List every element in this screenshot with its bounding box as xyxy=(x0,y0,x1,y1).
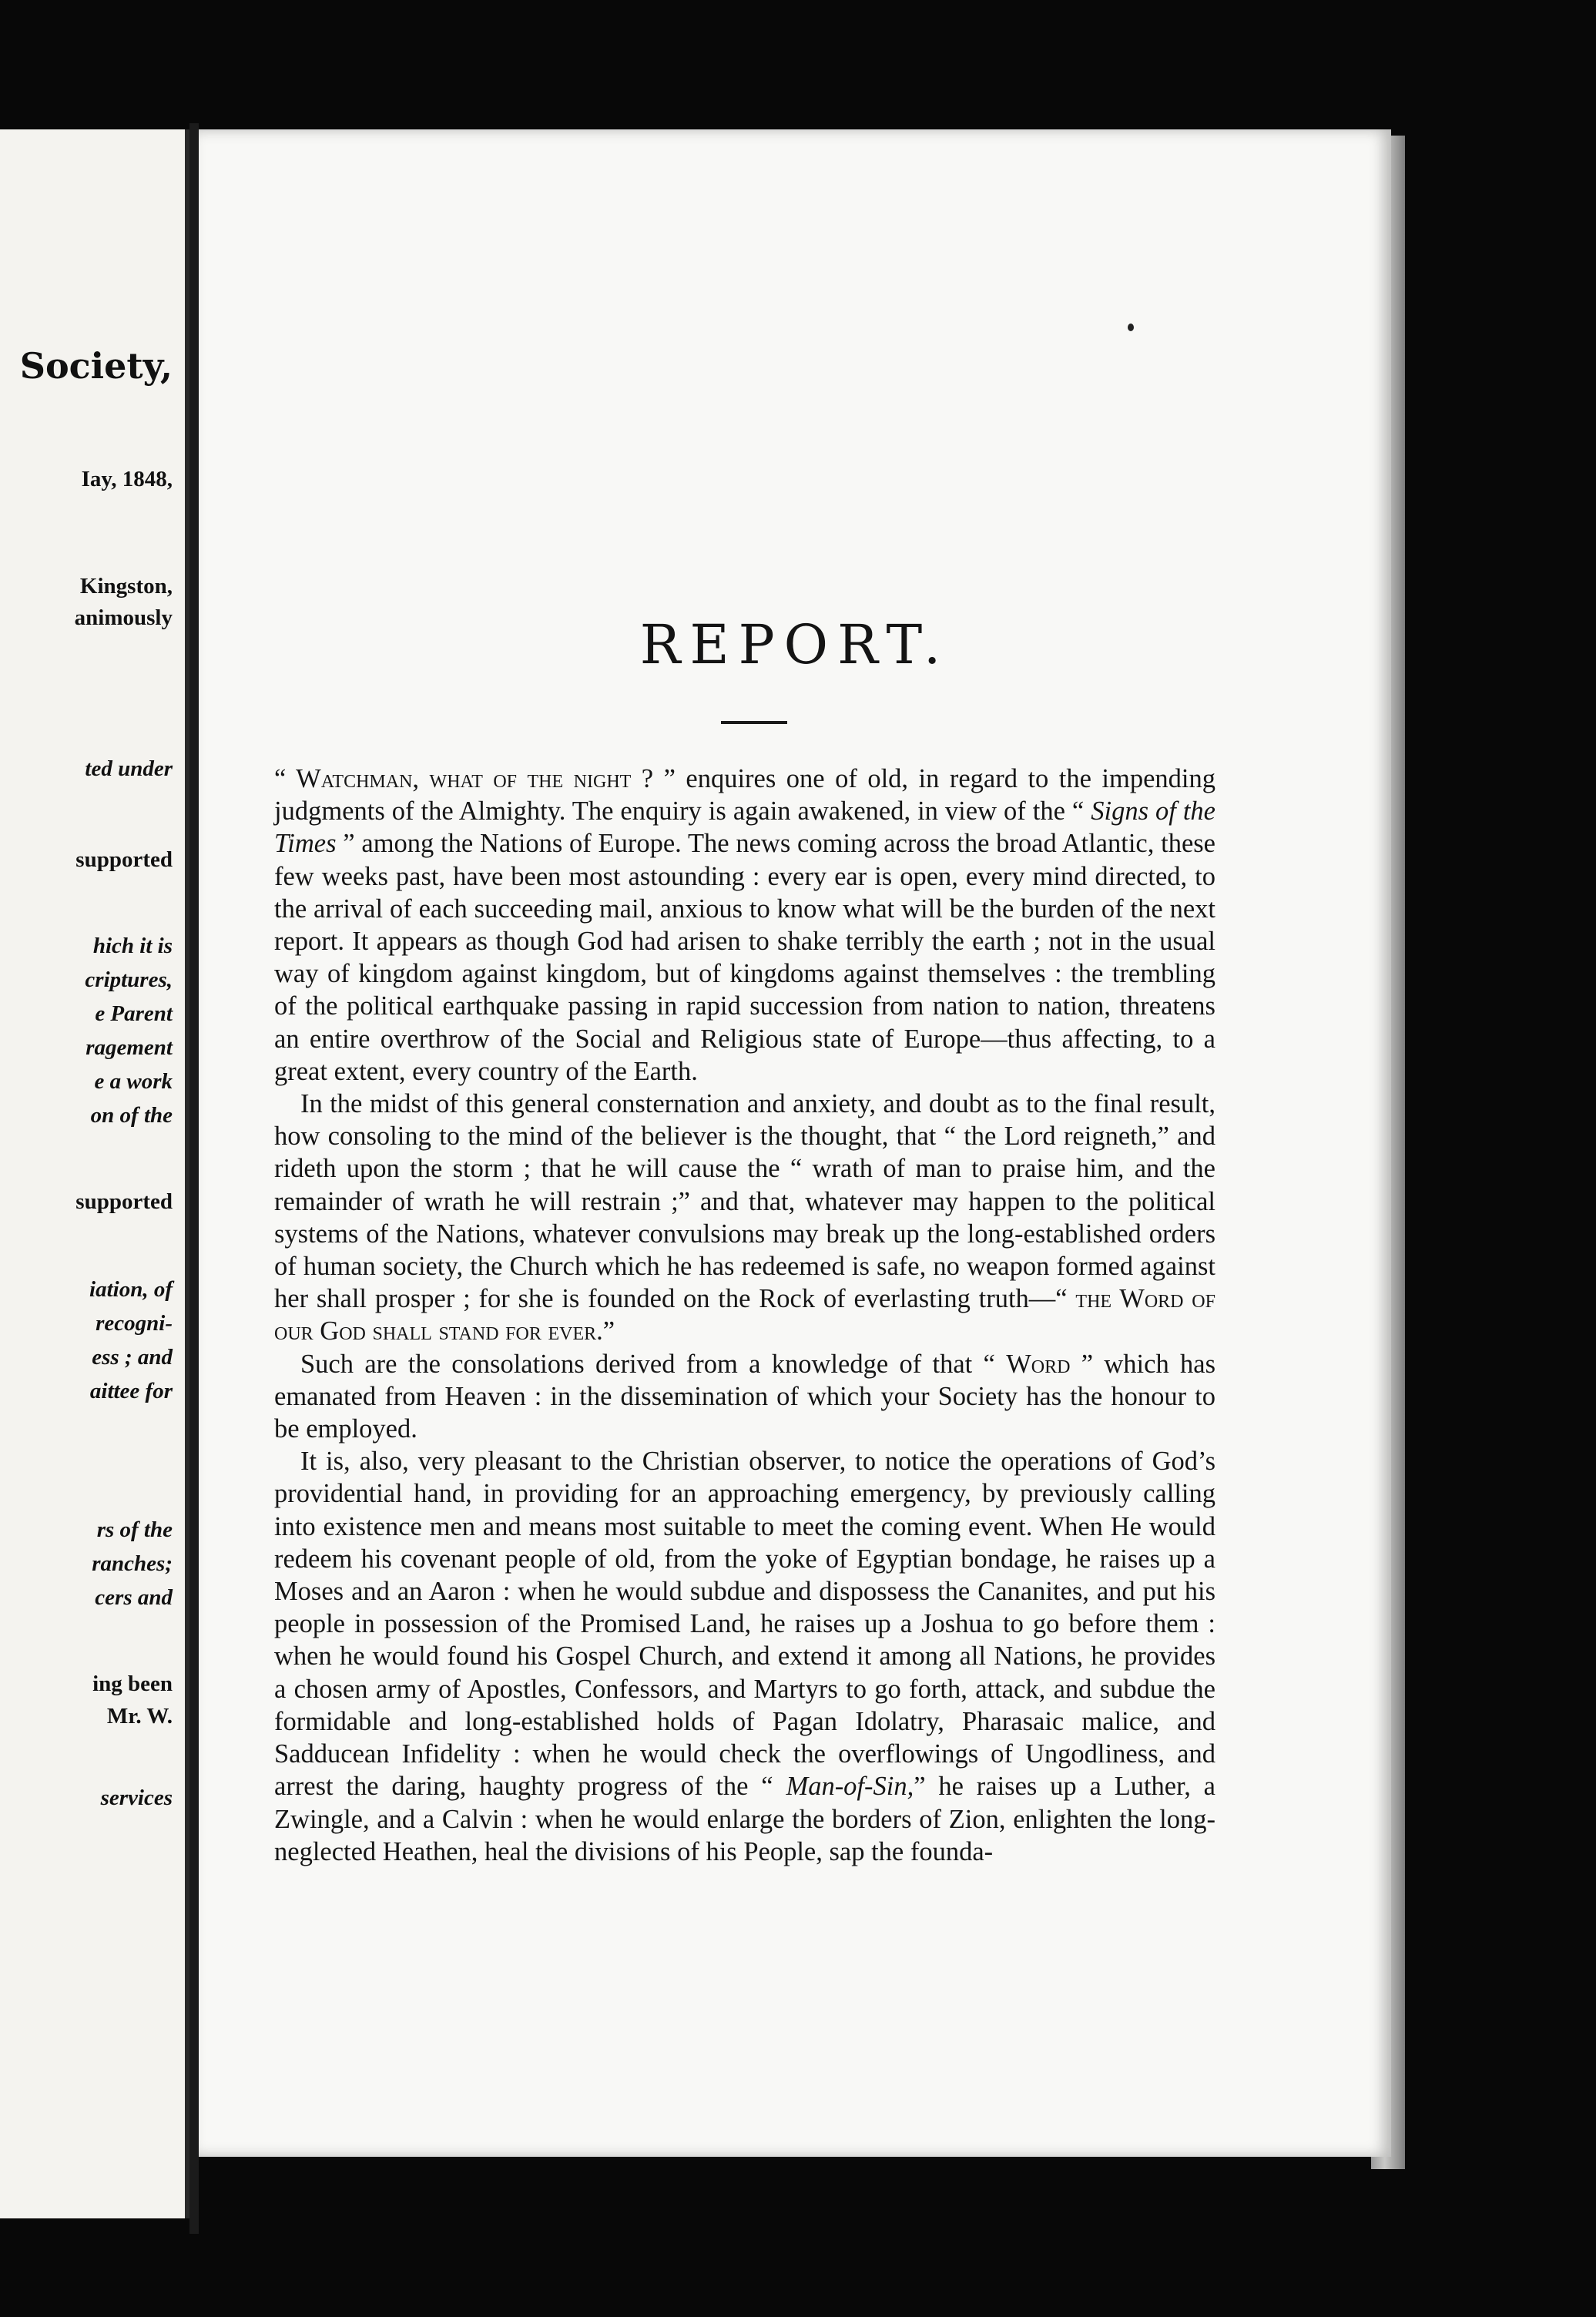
facing-page-line: ragement xyxy=(86,1035,173,1060)
paragraph-text: ” which has emanated from Heaven : in the dissemination of which your Society has the honour to be employed. xyxy=(274,1349,1215,1444)
report-paragraph xyxy=(274,1348,1215,1446)
facing-page-line: ted under xyxy=(85,756,173,781)
italic-phrase: Signs of the Times xyxy=(274,796,1215,859)
paragraph-text: ” he raises up a Luther, a Zwingle, and a Calvin : when he would enlarge the borders of Zion, enlighten the long-neglected Heathen, heal the divisions of his People, sap the founda- xyxy=(274,1772,1215,1866)
facing-page-line: rs of the xyxy=(96,1517,173,1542)
facing-page-line: services xyxy=(100,1786,173,1810)
facing-page-line: e a work xyxy=(94,1069,173,1094)
facing-page-line: Iay, 1848, xyxy=(81,467,173,491)
small-caps-phrase: “ the Word of our God shall stand for ever.” xyxy=(274,1284,1215,1346)
paragraph-text: ” among the Nations of Europe. The news coming across the broad Atlantic, these few weeks past, have been most astounding : every ear is open, every mind directed, to the arrival of each succeeding mail, anxious to know what will be the burden of the next report. It appears as though God had arisen to shake terribly the earth ; not in the usual way of kingdom against kingdom, but of kingdoms against themselves : the trembling of the political earthquake passing in rapid succession from nation to nation, threatens an entire overthrow of the Social and Religious state of Europe—thus affecting, to a great extent, every country of the Earth. xyxy=(274,829,1215,1086)
italic-phrase: Man-of-Sin, xyxy=(786,1772,914,1802)
report-paragraph xyxy=(274,1088,1215,1348)
facing-page-line: aittee for xyxy=(89,1379,173,1403)
facing-page-line: iation, of xyxy=(89,1277,173,1302)
page-title: REPORT. xyxy=(639,613,951,676)
paragraph-text: In the midst of this general consternation and anxiety, and doubt as to the final result, how consoling to the mind of the believer is the thought, that “ the Lord reigneth,” and rideth upon the storm ; that he will cause the “ wrath of man to praise him, and the remainder of wrath he will restrain ;” and that, whatever may happen to the political systems of the Nations, whatever convulsions may break up the long-established orders of human society, the Church which he has redeemed is safe, no weapon formed against her shall prosper ; for she is founded on the Rock of everlasting truth— xyxy=(274,1089,1215,1314)
facing-page-line: ranches; xyxy=(92,1551,173,1576)
facing-page-line: ing been xyxy=(92,1672,173,1696)
title-rule xyxy=(721,721,787,724)
facing-page-line: on of the xyxy=(90,1103,173,1128)
small-caps-phrase: “ Watchman, what of the night ? ” xyxy=(274,764,676,793)
facing-page-line: cers and xyxy=(95,1585,173,1610)
facing-page-line: Kingston, xyxy=(79,574,173,599)
facing-page-line: criptures, xyxy=(85,967,173,992)
ink-speck xyxy=(1128,324,1134,331)
facing-page-line: recogni- xyxy=(96,1311,173,1336)
paragraph-text: Such are the consolations derived from a knowledge of that “ xyxy=(300,1349,1007,1379)
report-paragraph xyxy=(274,1445,1215,1868)
facing-page-line: Mr. W. xyxy=(106,1704,173,1729)
facing-page-line: supported xyxy=(75,847,173,872)
report-body xyxy=(274,763,1215,1868)
paragraph-text: enquires one of old, in regard to the impending judgments of the Almighty. The enquiry is again awakened, in view of the “ xyxy=(274,764,1215,827)
report-page xyxy=(199,129,1391,2157)
facing-page-line: e Parent xyxy=(95,1001,173,1026)
facing-page-line: animously xyxy=(74,605,173,630)
facing-page-left xyxy=(0,129,189,2218)
facing-page-line: supported xyxy=(75,1189,173,1214)
page-gutter xyxy=(189,123,199,2234)
facing-page-line: Society, xyxy=(19,345,173,387)
facing-page-line: ess ; and xyxy=(92,1345,173,1370)
small-caps-phrase: Word xyxy=(1006,1349,1071,1379)
paragraph-text: It is, also, very pleasant to the Christian observer, to notice the operations of God’s providential hand, in providing for an approaching emergency, by previously calling into existence men and means most suitable to meet the coming event. When He would redeem his covenant people of old, from the yoke of Egyptian bondage, he raises up a Moses and an Aaron : when he would subdue and dispossess the Cananites, and put his people in possession of the Promised Land, he raises up a Joshua to go before them : when he would found his Gospel Church, and extend it among all Nations, he provides a chosen army of Apostles, Confessors, and Martyrs to go forth, attack, and subdue the formidable and long-established holds of Pagan Idolatry, Pharasaic malice, and Sadducean Infidelity : when he would check the overflowings of Ungodliness, and arrest the daring, haughty progress of the “ xyxy=(274,1447,1215,1802)
report-paragraph xyxy=(274,763,1215,1088)
facing-page-line: hich it is xyxy=(92,934,173,958)
